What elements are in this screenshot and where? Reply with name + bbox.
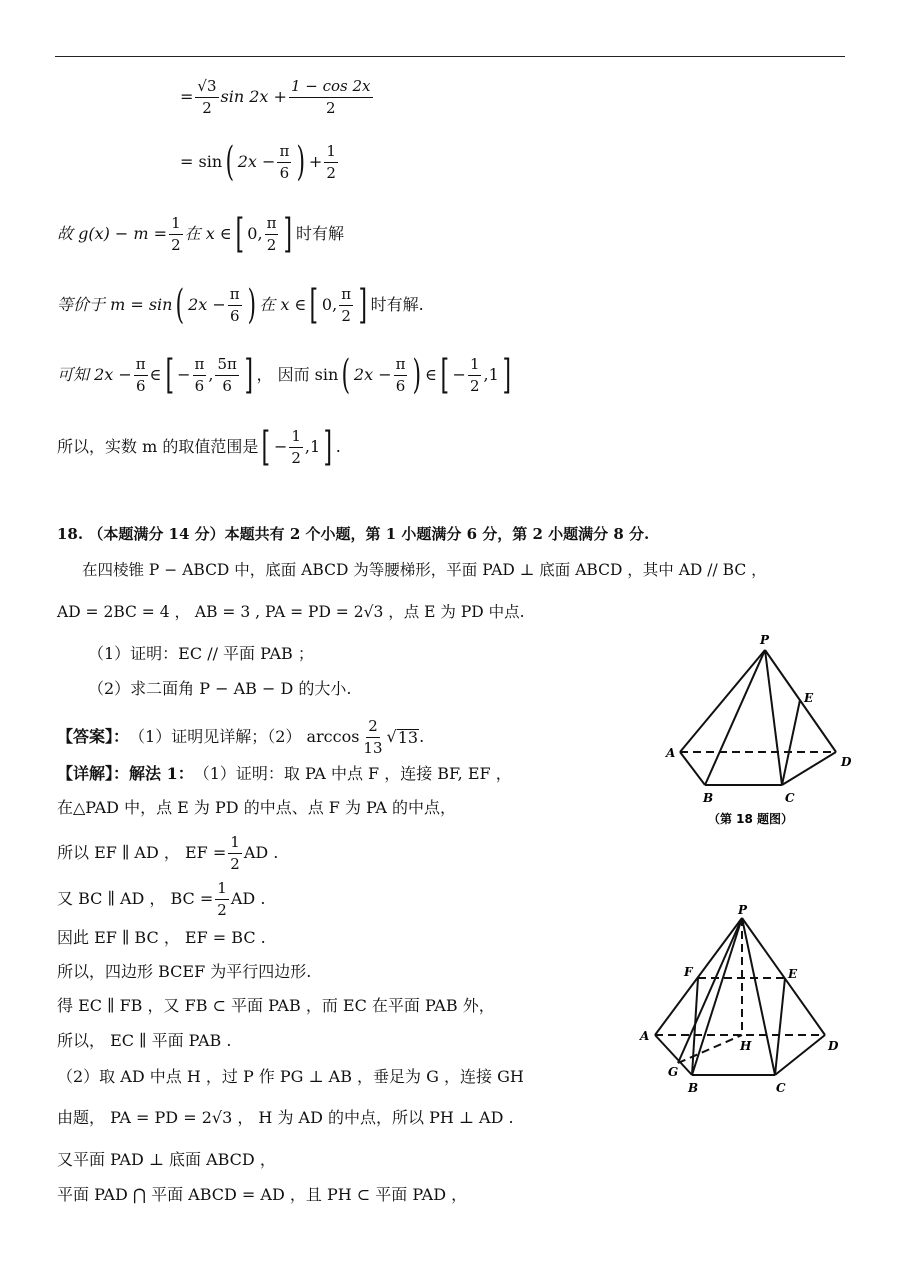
interval-start: 0, [321, 295, 338, 314]
fraction-one-half [169, 215, 183, 253]
detail-label: 【详解】： [57, 764, 130, 783]
numerator: 1 [324, 143, 338, 163]
edge-PA [680, 650, 765, 752]
fraction-2-over-13 [361, 718, 384, 756]
equals-sign: = [180, 87, 194, 106]
step-text-end: AD . [230, 889, 266, 908]
right-bracket: ] [502, 352, 511, 398]
inner-term: 2x − [353, 365, 392, 384]
numerator: 1 [215, 880, 229, 900]
detail-line [57, 766, 512, 782]
edge-AB [680, 752, 705, 785]
solution-step-3 [57, 880, 265, 918]
edge-EC [782, 700, 800, 785]
numerator: π [193, 356, 207, 376]
sin-term: sin 2x + [220, 87, 287, 106]
edge-CD [775, 1035, 825, 1075]
solution-step-6: 得 EC ∥ FB ，又 FB ⊂ 平面 PAB ，而 EC 在平面 PAB 外， [57, 996, 495, 1015]
minus-sign: − [177, 365, 191, 384]
numerator: √3 [195, 78, 218, 98]
denominator: 2 [217, 900, 227, 919]
fraction-pi-over-2 [265, 215, 279, 253]
numerator: 1 [468, 356, 482, 376]
edge-PB [705, 650, 765, 785]
denominator: 2 [202, 98, 212, 117]
solution-step-11: 平面 PAD ⋂ 平面 ABCD = AD ，且 PH ⊂ 平面 PAD ， [57, 1185, 468, 1204]
left-bracket: [ [440, 352, 450, 398]
step-text: 又 BC ∥ AD ， BC = [57, 889, 214, 908]
denominator: 6 [135, 376, 146, 395]
formula-line-4 [57, 282, 424, 328]
minus-sign: − [452, 365, 466, 384]
fraction-pi-over-6 [228, 286, 242, 324]
domain-text: 在 x ∈ [259, 295, 307, 314]
label-D: D [841, 755, 852, 769]
step-text: 所以 EF ∥ AD ， EF = [57, 843, 227, 862]
left-paren: ( [225, 139, 235, 185]
numerator: π [265, 215, 279, 235]
inner-term: 2x − [237, 152, 276, 171]
right-bracket: ] [323, 424, 333, 470]
numerator: 5π [215, 356, 238, 376]
numerator: 1 [289, 428, 303, 448]
fraction-one-half [324, 143, 338, 181]
denominator: 6 [222, 376, 232, 395]
header-rule [55, 56, 845, 57]
denominator: 2 [341, 306, 351, 325]
left-bracket: [ [261, 424, 271, 470]
interval-start: 0, [247, 224, 263, 243]
pyramid-figure-2 [630, 900, 845, 1100]
denominator: 2 [266, 235, 277, 254]
formula-line-1 [180, 78, 375, 116]
denominator: 2 [325, 98, 336, 117]
interval-end: ,1 [304, 437, 321, 456]
range-prefix: 所以，实数 m 的取值范围是 [57, 437, 259, 456]
formula-line-2 [180, 139, 340, 185]
solution-step-2 [57, 834, 278, 872]
fraction-pi-over-6 [394, 356, 408, 394]
pyramid-figure-1 [660, 630, 860, 830]
equivalent-prefix: 等价于 m = sin [57, 295, 173, 314]
label-A: A [666, 746, 676, 760]
label-E: E [804, 691, 814, 705]
fraction-sqrt3-over-2 [195, 78, 218, 116]
solution-step-9: 由题， PA = PD = 2√3 ， H 为 AD 的中点，所以 PH ⊥ AD . [57, 1108, 514, 1127]
label-A: A [640, 1029, 650, 1043]
right-paren: ) [247, 282, 256, 328]
numerator: π [394, 356, 408, 376]
fraction-1-minus-cos [289, 78, 373, 116]
problem-statement-1: 在四棱锥 P − ABCD 中，底面 ABCD 为等腰梯形，平面 PAD ⊥ 底面 ABCD ，其中 AD // BC ， [82, 561, 767, 579]
edge-PB [692, 918, 742, 1075]
denominator: 2 [291, 448, 301, 467]
plus-sign: + [308, 152, 323, 171]
period: . [335, 437, 341, 456]
label-B: B [688, 1081, 699, 1095]
solution-step-1: 在△PAD 中，点 E 为 PD 的中点、点 F 为 PA 的中点， [57, 798, 456, 817]
problem-statement-2: AD = 2BC = 4 ， AB = 3 , PA = PD = 2√3 ，点 E 为 PD 中点. [57, 603, 525, 621]
sub-question-1: （1）证明：EC // 平面 PAB ； [88, 644, 314, 663]
numerator: π [228, 286, 242, 306]
label-G: G [668, 1065, 679, 1079]
denominator: 2 [171, 235, 181, 254]
denominator: 6 [279, 163, 290, 182]
answer-text: （1）证明见详解；（2） arccos [129, 727, 360, 746]
right-paren: ) [296, 139, 306, 185]
label-B: B [703, 791, 714, 805]
right-paren: ) [412, 352, 422, 398]
answer-label: 【答案】： [57, 727, 130, 746]
sin-prefix: = sin [180, 152, 223, 171]
inner-term: 2x − [188, 295, 226, 314]
solution-step-4: 因此 EF ∥ BC ， EF = BC . [57, 928, 266, 947]
solution-step-5: 所以，四边形 BCEF 为平行四边形. [57, 962, 312, 981]
solution-step-10: 又平面 PAD ⊥ 底面 ABCD ， [57, 1150, 276, 1169]
question-18-heading: 18. （本题满分 14 分）本题共有 2 个小题，第 1 小题满分 6 分，第 2 小题满分 8 分. [57, 525, 650, 543]
sqrt-radicand: 13 [397, 727, 419, 747]
detail-text: （1）证明：取 PA 中点 F ，连接 BF, EF ， [193, 764, 512, 783]
element-of: ∈ [149, 365, 162, 384]
fraction-5pi-over-6 [215, 356, 238, 394]
formula-line-6 [57, 424, 341, 470]
fraction-pi-over-6 [134, 356, 148, 394]
minus-sign: − [273, 437, 288, 456]
label-C: C [776, 1081, 786, 1095]
edge-EC [775, 978, 785, 1075]
denominator: 6 [395, 376, 406, 395]
denominator: 13 [363, 738, 383, 757]
numerator: π [134, 356, 148, 376]
numerator: 1 − cos 2x [289, 78, 373, 98]
formula-line-5 [57, 352, 514, 398]
denominator: 2 [326, 163, 336, 182]
solution-step-7: 所以， EC ∥ 平面 PAB . [57, 1031, 232, 1050]
denominator: 2 [230, 854, 240, 873]
answer-line: 【答案】： （1）证明见详解；（2） arccos $\frac{2}{13}$ √ 13 . [57, 717, 425, 757]
has-solution-text: 时有解. [370, 295, 424, 314]
label-D: D [828, 1039, 839, 1053]
numerator: 2 [366, 718, 380, 738]
left-paren: ( [175, 282, 185, 328]
right-bracket: ] [283, 211, 293, 257]
fraction-one-half [289, 428, 303, 466]
numerator: π [277, 143, 291, 163]
denominator: 6 [229, 306, 240, 325]
numerator: 1 [228, 834, 242, 854]
left-paren: ( [341, 352, 351, 398]
equation-prefix: 故 g(x) − m = [57, 224, 168, 243]
numerator: π [339, 286, 353, 306]
fraction-one-half [228, 834, 242, 872]
fraction-one-half [468, 356, 482, 394]
denominator: 2 [469, 376, 480, 395]
right-bracket: ] [358, 282, 368, 328]
edge-CD [782, 752, 836, 785]
right-bracket: ] [244, 352, 253, 398]
fraction-pi-over-6 [193, 356, 207, 394]
denominator: 6 [194, 376, 205, 395]
label-P: P [738, 903, 748, 917]
domain-text: 在 x ∈ [184, 224, 232, 243]
has-solution-text: 时有解 [296, 224, 345, 243]
fraction-pi-over-2 [339, 286, 353, 324]
period: . [419, 727, 425, 746]
label-E: E [788, 967, 798, 981]
left-bracket: [ [309, 282, 319, 328]
element-of: ∈ [425, 365, 437, 384]
numerator: 1 [169, 215, 183, 235]
label-C: C [785, 791, 795, 805]
therefore-text: ， 因而 sin [256, 365, 339, 384]
label-F: F [684, 965, 693, 979]
label-H: H [740, 1039, 752, 1053]
fraction-one-half [215, 880, 229, 918]
left-bracket: [ [165, 352, 174, 398]
comma: , [208, 365, 214, 384]
formula-line-3 [57, 211, 345, 257]
figure-caption: （第 18 题图） [708, 812, 794, 826]
left-bracket: [ [235, 211, 244, 257]
label-P: P [760, 633, 770, 647]
known-prefix: 可知 2x − [57, 365, 132, 384]
solution-step-8: （2）取 AD 中点 H ，过 P 作 PG ⊥ AB ，垂足为 G ，连接 GH [57, 1067, 524, 1086]
step-text-end: AD . [243, 843, 279, 862]
method-label: 解法 1： [129, 764, 194, 783]
sub-question-2: （2）求二面角 P − AB − D 的大小. [88, 679, 352, 698]
interval-end: ,1 [483, 365, 499, 384]
fraction-pi-over-6 [277, 143, 291, 181]
